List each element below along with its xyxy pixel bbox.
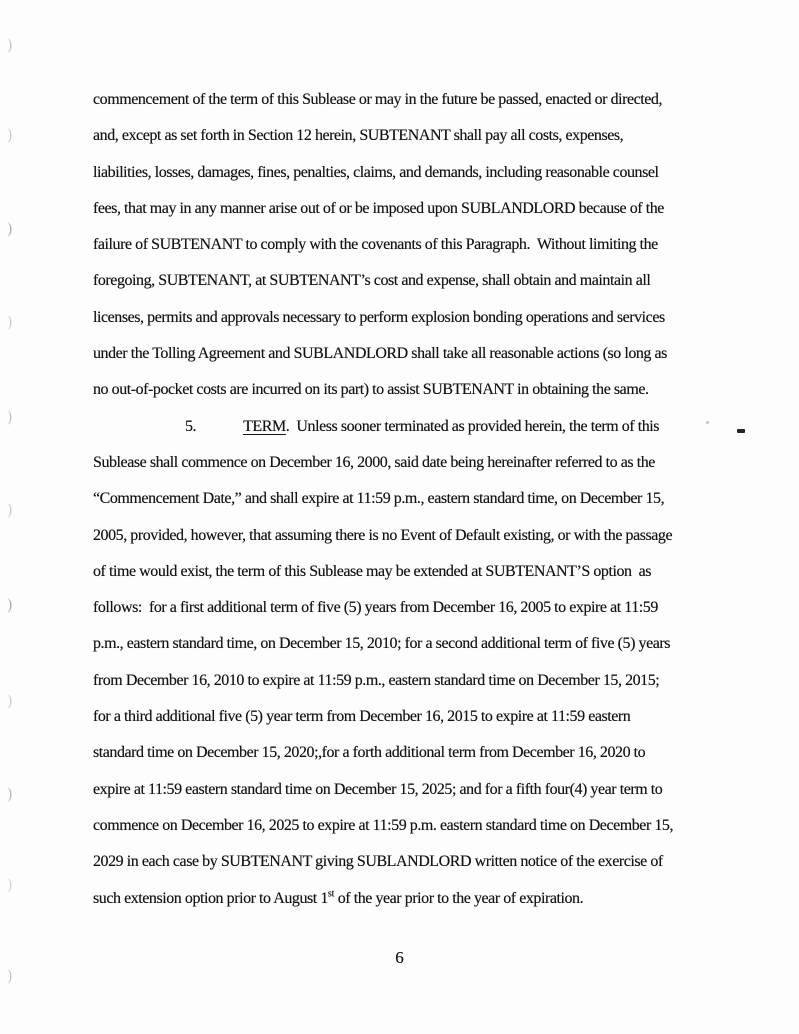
binding-mark-icon: ) bbox=[7, 876, 13, 894]
binding-mark-icon: ) bbox=[7, 501, 13, 519]
text-line: failure of SUBTENANT to comply with the covenants of this Paragraph. Without limiting the bbox=[93, 236, 658, 254]
text-line: such extension option prior to August 1st of the year prior to the year of expiration. bbox=[93, 888, 584, 907]
binding-mark-icon: ) bbox=[7, 967, 13, 985]
section-number: 5. bbox=[185, 417, 197, 435]
text-line: expire at 11:59 eastern standard time on December 15, 2025; and for a fifth four(4) year term to bbox=[93, 780, 663, 798]
text-line: no out-of-pocket costs are incurred on its part) to assist SUBTENANT in obtaining the same. bbox=[93, 381, 649, 399]
scan-artifact-dash-icon bbox=[737, 429, 745, 433]
text-line: 2029 in each case by SUBTENANT giving SUBLANDLORD written notice of the exercise of bbox=[93, 853, 663, 871]
page-footer bbox=[93, 948, 706, 968]
text-line: commencement of the term of this Sublease or may in the future be passed, enacted or directed, bbox=[93, 91, 663, 108]
superscript-ordinal: st bbox=[327, 888, 335, 900]
text-line: liabilities, losses, damages, fines, penalties, claims, and demands, including reasonable counsel bbox=[93, 163, 659, 181]
text-line: from December 16, 2010 to expire at 11:59 p.m., eastern standard time on December 15, 2015; bbox=[93, 671, 660, 689]
binding-mark-icon: ) bbox=[7, 313, 13, 331]
page-number: 6 bbox=[395, 948, 404, 967]
text-line: of time would exist, the term of this Sublease may be extended at SUBTENANT’S option as bbox=[93, 562, 652, 580]
text-line: for a third additional five (5) year term from December 16, 2015 to expire at 11:59 eastern bbox=[93, 708, 631, 726]
text-line: standard time on December 15, 2020;,for a forth additional term from December 16, 2020 to bbox=[93, 744, 646, 762]
section-heading: TERM bbox=[243, 417, 286, 435]
text-line: and, except as set forth in Section 12 herein, SUBTENANT shall pay all costs, expenses, bbox=[93, 127, 624, 145]
text-line: 5. TERM. Unless sooner terminated as provided herein, the term of this bbox=[185, 417, 660, 435]
text-line: Sublease shall commence on December 16, 2000, said date being hereinafter referred to as the bbox=[93, 453, 655, 471]
binding-mark-icon: ) bbox=[7, 785, 13, 803]
text-line: follows: for a first additional term of five (5) years from December 16, 2005 to expire at 11:59 bbox=[93, 599, 658, 617]
binding-mark-icon: ) bbox=[7, 36, 13, 54]
binding-mark-icon: ) bbox=[7, 220, 13, 238]
document-text bbox=[93, 82, 733, 917]
binding-mark-icon: ) bbox=[7, 596, 13, 614]
scan-margin-marks bbox=[0, 0, 30, 1034]
scan-artifact-tick-icon bbox=[706, 421, 709, 424]
binding-mark-icon: ) bbox=[7, 692, 13, 710]
text-line: p.m., eastern standard time, on December 15, 2010; for a second additional term of five (5) years bbox=[93, 635, 671, 653]
text-line: commence on December 16, 2025 to expire at 11:59 p.m. eastern standard time on December 15, bbox=[93, 816, 674, 834]
text-line: 2005, provided, however, that assuming there is no Event of Default existing, or with the passage bbox=[93, 526, 673, 544]
text-line: under the Tolling Agreement and SUBLANDLORD shall take all reasonable actions (so long as bbox=[93, 345, 667, 363]
binding-mark-icon: ) bbox=[7, 126, 13, 144]
text-line: fees, that may in any manner arise out of or be imposed upon SUBLANDLORD because of the bbox=[93, 199, 664, 217]
text-line: foregoing, SUBTENANT, at SUBTENANT’s cost and expense, shall obtain and maintain all bbox=[93, 272, 651, 290]
text-line: licenses, permits and approvals necessary to perform explosion bonding operations and services bbox=[93, 308, 665, 326]
text-line: “Commencement Date,” and shall expire at 11:59 p.m., eastern standard time, on December 15, bbox=[93, 490, 665, 508]
binding-mark-icon: ) bbox=[7, 408, 13, 426]
